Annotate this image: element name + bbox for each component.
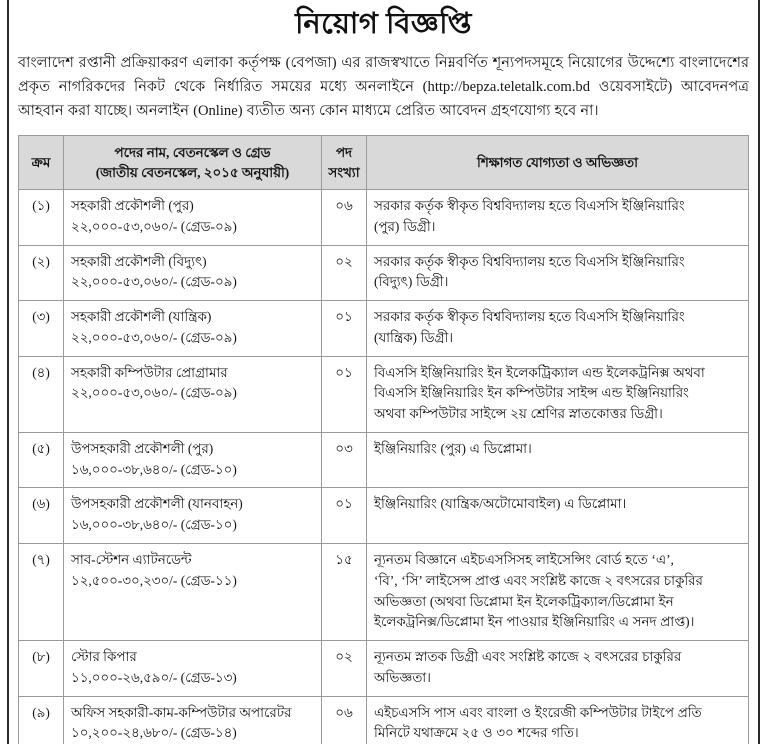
post-name: সহকারী কম্পিউটার প্রোগ্রামার bbox=[71, 364, 228, 380]
column-header-quantity-line1: পদ bbox=[335, 145, 353, 161]
table-row bbox=[19, 356, 749, 432]
post-pay-scale: ২২,০০০-৫৩,০৬০/- (গ্রেড-০৯) bbox=[71, 218, 237, 234]
post-pay-scale: ২২,০০০-৫৩,০৬০/- (গ্রেড-০৯) bbox=[71, 274, 237, 290]
column-header-post-line2: (জাতীয় বেতনস্কেল, ২০১৫ অনুযায়ী) bbox=[95, 164, 290, 180]
qualification-line: বিএসসি ইঞ্জিনিয়ারিং ইন কম্পিউটার সাইন্স এন্ড ইঞ্জিনিয়ারিং bbox=[374, 385, 689, 401]
column-header-post bbox=[64, 136, 322, 190]
cell-vacancy-count: ০১ bbox=[322, 356, 367, 432]
qualification-line: (বিদ্যুৎ) ডিগ্রী। bbox=[374, 274, 449, 290]
qualification-line: ইঞ্জিনিয়ারিং (যান্ত্রিক/অটোমোবাইল) এ ডিপ্লোমা। bbox=[374, 496, 627, 512]
cell-post bbox=[64, 190, 322, 246]
table-row bbox=[19, 488, 749, 544]
cell-serial: (২) bbox=[19, 245, 64, 301]
page-left-rule bbox=[7, 0, 9, 744]
cell-serial: (৯) bbox=[19, 696, 64, 744]
cell-serial: (১) bbox=[19, 190, 64, 246]
table-row bbox=[19, 301, 749, 357]
qualification-line: ইলেকট্রনিক্স/ডিপ্লোমা ইন পাওয়ার ইঞ্জিনিয়ারিং এ সনদ প্রাপ্ত)। bbox=[374, 614, 695, 630]
cell-qualification bbox=[367, 544, 749, 641]
table-row bbox=[19, 245, 749, 301]
cell-vacancy-count: ০৬ bbox=[322, 696, 367, 744]
column-header-qualification bbox=[367, 136, 749, 190]
cell-serial: (৪) bbox=[19, 356, 64, 432]
cell-vacancy-count: ০২ bbox=[322, 245, 367, 301]
column-header-qualification-label: শিক্ষাগত যোগ্যতা ও অভিজ্ঞতা bbox=[477, 154, 638, 170]
cell-serial: (৬) bbox=[19, 488, 64, 544]
qualification-line: সরকার কর্তৃক স্বীকৃত বিশ্ববিদ্যালয় হতে বিএসসি ইঞ্জিনিয়ারিং bbox=[374, 253, 685, 269]
column-header-post-line1: পদের নাম, বেতনস্কেল ও গ্রেড bbox=[114, 145, 271, 161]
cell-post bbox=[64, 488, 322, 544]
post-name: অফিস সহকারী-কাম-কম্পিউটার অপারেটর bbox=[71, 704, 292, 720]
cell-vacancy-count: ০৩ bbox=[322, 432, 367, 488]
post-pay-scale: ১৬,০০০-৩৮,৬৪০/- (গ্রেড-১০) bbox=[71, 461, 237, 477]
table-row bbox=[19, 544, 749, 641]
qualification-line: অথবা কম্পিউটার সাইন্সে ২য় শ্রেণির স্নাতকোত্তর ডিগ্রী। bbox=[374, 406, 663, 422]
qualification-line: (পুর) ডিগ্রী। bbox=[374, 218, 436, 234]
post-name: উপসহকারী প্রকৌশলী (যানবাহন) bbox=[71, 496, 243, 512]
cell-post bbox=[64, 245, 322, 301]
cell-post bbox=[64, 544, 322, 641]
column-header-quantity bbox=[322, 136, 367, 190]
qualification-line: ন্যূনতম বিজ্ঞানে এইচএসসিসহ লাইসেন্সিং বোর্ড হতে ‘এ’, bbox=[374, 552, 674, 567]
qualification-line: অভিজ্ঞতা (অথবা ডিপ্লোমা ইন ইলেকট্রিক্যাল/ডিপ্লোমা ইন bbox=[374, 593, 674, 609]
post-pay-scale: ১২,৫০০-৩০,২৩০/- (গ্রেড-১১) bbox=[71, 572, 237, 588]
qualification-line: সরকার কর্তৃক স্বীকৃত বিশ্ববিদ্যালয় হতে বিএসসি ইঞ্জিনিয়ারিং bbox=[374, 198, 685, 214]
cell-serial: (৭) bbox=[19, 544, 64, 641]
cell-post bbox=[64, 356, 322, 432]
page-right-rule bbox=[758, 0, 760, 744]
post-pay-scale: ২২,০০০-৫৩,০৬০/- (গ্রেড-০৯) bbox=[71, 385, 237, 401]
cell-qualification bbox=[367, 190, 749, 246]
column-header-quantity-line2: সংখ্যা bbox=[328, 164, 360, 180]
cell-qualification bbox=[367, 488, 749, 544]
qualification-line: মিনিটে যথাক্রমে ২৫ ও ৩০ শব্দের গতি। bbox=[374, 725, 579, 741]
cell-qualification bbox=[367, 432, 749, 488]
qualification-line: এইচএসসি পাস এবং বাংলা ও ইংরেজী কম্পিউটার টাইপে প্রতি bbox=[374, 704, 702, 720]
qualification-line: ইঞ্জিনিয়ারিং (পুর) এ ডিপ্লোমা। bbox=[374, 440, 532, 456]
table-header-row bbox=[19, 136, 749, 190]
cell-vacancy-count: ০২ bbox=[322, 641, 367, 697]
cell-qualification bbox=[367, 245, 749, 301]
table-row bbox=[19, 696, 749, 744]
qualification-line: ন্যূনতম স্নাতক ডিগ্রী এবং সংশ্লিষ্ট কাজে ২ বৎসরের চাকুরির bbox=[374, 649, 682, 665]
qualification-line: অভিজ্ঞতা। bbox=[374, 669, 431, 685]
table-row bbox=[19, 641, 749, 697]
column-header-serial bbox=[19, 136, 64, 190]
cell-vacancy-count: ০৬ bbox=[322, 190, 367, 246]
post-name: সাব-স্টেশন এ্যাটনডেন্ট bbox=[71, 552, 192, 567]
post-name: সহকারী প্রকৌশলী (যান্ত্রিক) bbox=[71, 309, 212, 325]
table-body bbox=[19, 190, 749, 744]
cell-serial: (৫) bbox=[19, 432, 64, 488]
cell-vacancy-count: ০১ bbox=[322, 301, 367, 357]
cell-serial: (৮) bbox=[19, 641, 64, 697]
table-row bbox=[19, 190, 749, 246]
cell-post bbox=[64, 432, 322, 488]
table-row bbox=[19, 432, 749, 488]
cell-qualification bbox=[367, 641, 749, 697]
post-pay-scale: ১৬,০০০-৩৮,৬৪০/- (গ্রেড-১০) bbox=[71, 517, 237, 533]
page-title: নিয়োগ বিজ্ঞপ্তি bbox=[295, 8, 472, 40]
table-header bbox=[19, 136, 749, 190]
post-pay-scale: ১১,০০০-২৬,৫৯০/- (গ্রেড-১৩) bbox=[71, 669, 237, 685]
vacancy-table bbox=[18, 135, 749, 744]
cell-qualification bbox=[367, 301, 749, 357]
qualification-line: (যান্ত্রিক) ডিগ্রী। bbox=[374, 329, 454, 345]
cell-vacancy-count: ১৫ bbox=[322, 544, 367, 641]
cell-qualification bbox=[367, 696, 749, 744]
post-pay-scale: ২২,০০০-৫৩,০৬০/- (গ্রেড-০৯) bbox=[71, 329, 237, 345]
qualification-line: সরকার কর্তৃক স্বীকৃত বিশ্ববিদ্যালয় হতে বিএসসি ইঞ্জিনিয়ারিং bbox=[374, 309, 685, 325]
cell-post bbox=[64, 641, 322, 697]
intro-paragraph: বাংলাদেশ রপ্তানী প্রক্রিয়াকরণ এলাকা কর্তৃপক্ষ (বেপজা) এর রাজস্বখাতে নিম্নবর্ণিত শূন্যপদসমূহে নিয়োগের উদ্দেশ্যে বাংলাদেশের প্রকৃত নাগরিকদের নিকট থেকে নির্ধারিত সময়ের মধ্যে অনলাইনে (http://bepza.teletalk.com.bd ওয়েবসাইটে) আবেদনপত্র আহবান করা যাচ্ছে। অনলাইন (Online) ব্যতীত অন্য কোন মাধ্যমে প্রেরিত আবেদন গ্রহণযোগ্য হবে না। bbox=[18, 55, 749, 119]
cell-serial: (৩) bbox=[19, 301, 64, 357]
qualification-line: বিএসসি ইঞ্জিনিয়ারিং ইন ইলেকট্রিক্যাল এন্ড ইলেকট্রনিক্স অথবা bbox=[374, 364, 705, 380]
qualification-line: ‘বি’, ‘সি’ লাইসেন্স প্রাপ্ত এবং সংশ্লিষ্ট কাজে ২ বৎসরের চাকুরির bbox=[374, 572, 703, 588]
post-name: সহকারী প্রকৌশলী (পুর) bbox=[71, 198, 194, 214]
post-pay-scale: ১০,২০০-২৪,৬৮০/- (গ্রেড-১৪) bbox=[71, 725, 237, 741]
post-name: সহকারী প্রকৌশলী (বিদ্যুৎ) bbox=[71, 253, 207, 269]
column-header-serial-label: ক্রম bbox=[31, 154, 51, 170]
cell-post bbox=[64, 696, 322, 744]
post-name: স্টোর কিপার bbox=[71, 649, 137, 665]
cell-post bbox=[64, 301, 322, 357]
page-content bbox=[18, 0, 749, 744]
post-name: উপসহকারী প্রকৌশলী (পুর) bbox=[71, 440, 214, 456]
cell-vacancy-count: ০১ bbox=[322, 488, 367, 544]
cell-qualification bbox=[367, 356, 749, 432]
